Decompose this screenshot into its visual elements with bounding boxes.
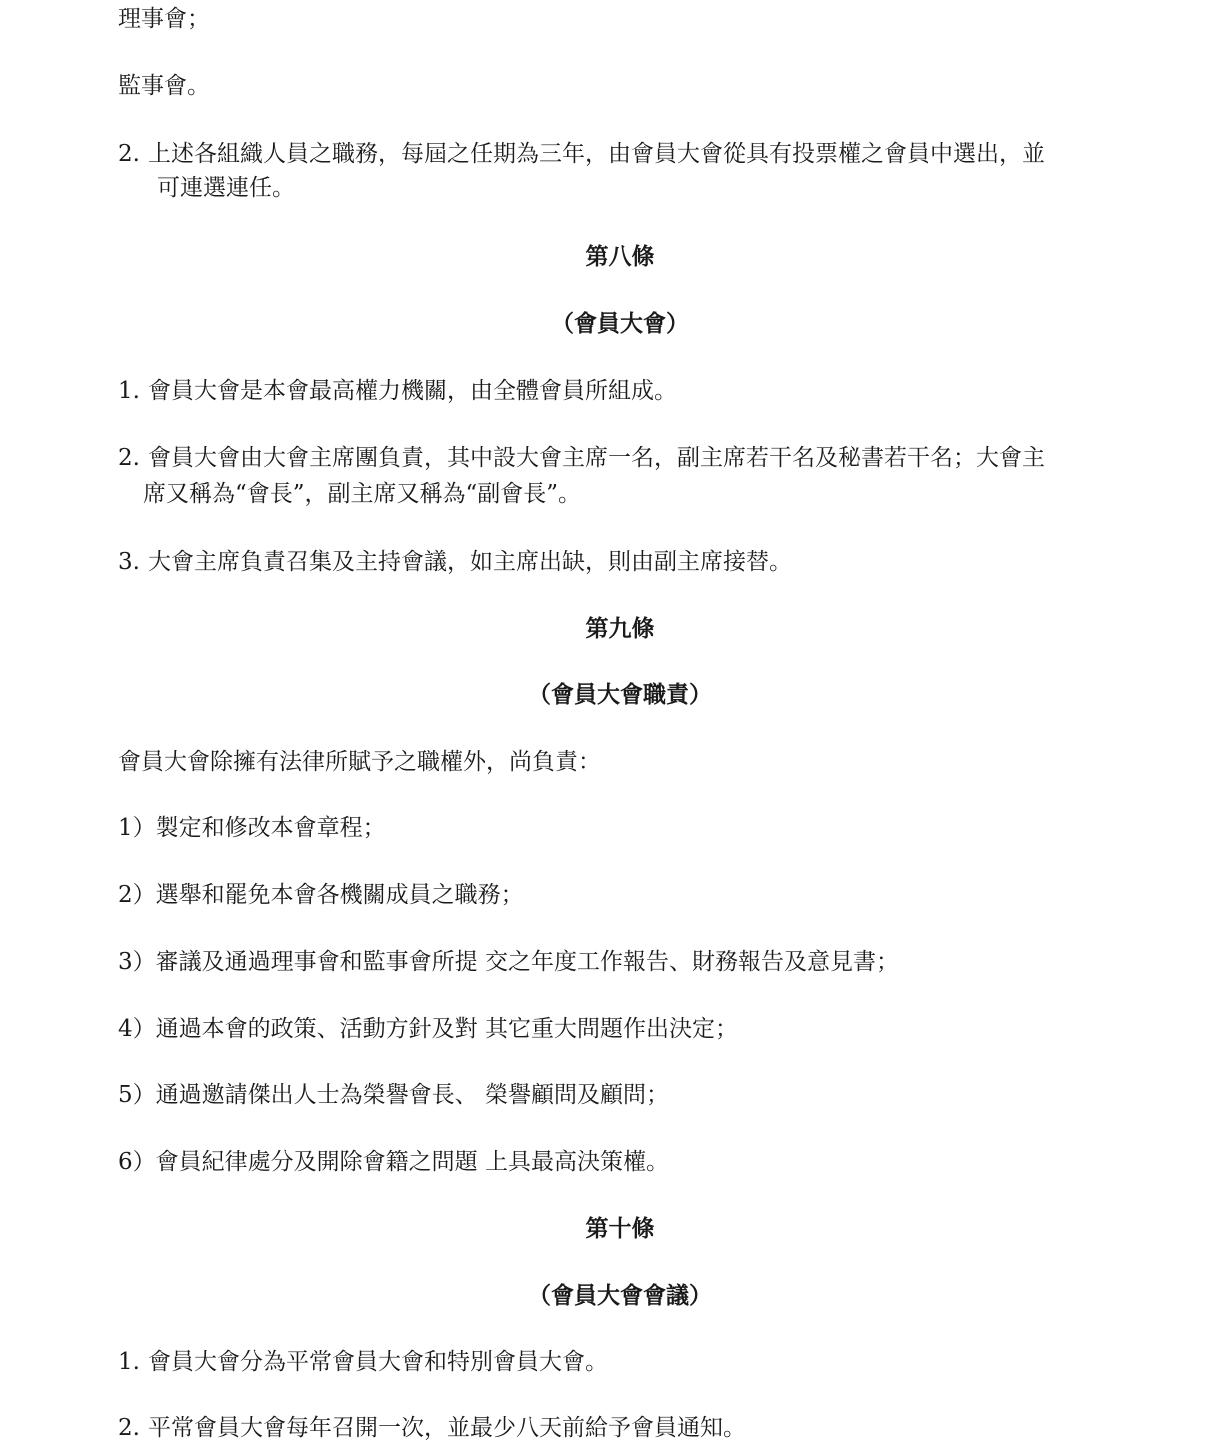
- list-item: 6）會員紀律處分及開除會籍之問題 上具最高決策權。: [118, 1149, 669, 1175]
- item-number: 2.: [118, 445, 140, 471]
- item-text: 上述各組織人員之職務，每屆之任期為三年，由會員大會從具有投票權之會員中選出，並: [148, 141, 1045, 167]
- item-text: 大會主席負責召集及主持會議，如主席出缺，則由副主席接替。: [148, 549, 792, 575]
- list-item: 5）通過邀請傑出人士為榮譽會長、 榮譽顧問及顧問；: [118, 1082, 669, 1108]
- article8-item1: [118, 374, 677, 408]
- item-number: 2.: [118, 1415, 140, 1441]
- article10-item2: [118, 1411, 746, 1445]
- item-number: 3.: [118, 549, 140, 575]
- article10-heading: 第十條: [585, 1215, 655, 1242]
- list-item: 1）製定和修改本會章程；: [118, 815, 386, 841]
- article8-heading: 第八條: [585, 243, 655, 270]
- article7-item2-line2: 可連選連任。: [157, 175, 295, 201]
- article7-item2-line1: [118, 137, 1045, 171]
- article10-item1: [118, 1345, 608, 1379]
- list-item-board-of-directors: 理事會；: [118, 6, 210, 32]
- list-item-supervisory-board: 監事會。: [118, 73, 210, 99]
- article10-subheading: （會員大會會議）: [528, 1282, 712, 1309]
- list-item: 4）通過本會的政策、活動方針及對 其它重大問題作出決定；: [118, 1016, 738, 1042]
- item-number: 1.: [118, 1349, 140, 1375]
- article8-item2-line1: [118, 441, 1045, 475]
- item-text: 會員大會由大會主席團負責，其中設大會主席一名，副主席若干名及秘書若干名；大會主: [148, 445, 1045, 471]
- article8-item2-line2: 席又稱為“會長”，副主席又稱為“副會長”。: [143, 481, 582, 507]
- item-number: 2.: [118, 141, 140, 167]
- item-text: 會員大會是本會最高權力機關，由全體會員所組成。: [148, 378, 677, 404]
- list-item: 3）審議及通過理事會和監事會所提 交之年度工作報告、財務報告及意見書；: [118, 949, 899, 975]
- item-text: 會員大會分為平常會員大會和特別會員大會。: [148, 1349, 608, 1375]
- article9-subheading: （會員大會職責）: [528, 681, 712, 708]
- article8-item3: [118, 545, 792, 579]
- item-text: 平常會員大會每年召開一次，並最少八天前給予會員通知。: [148, 1415, 746, 1441]
- item-number: 1.: [118, 378, 140, 404]
- article8-subheading: （會員大會）: [551, 310, 689, 337]
- list-item: 2）選舉和罷免本會各機關成員之職務；: [118, 882, 524, 908]
- article9-intro: 會員大會除擁有法律所賦予之職權外，尚負責：: [118, 749, 601, 775]
- article9-heading: 第九條: [585, 615, 655, 642]
